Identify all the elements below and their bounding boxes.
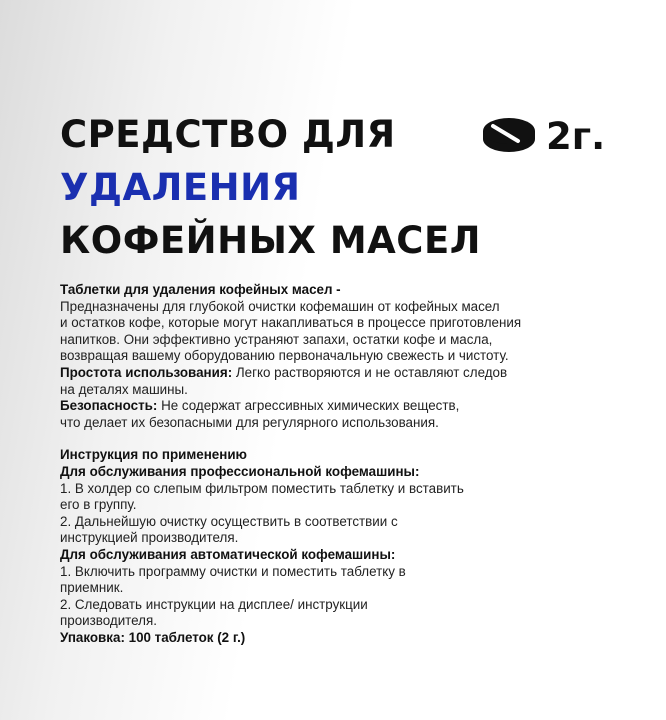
pro-machine-heading: Для обслуживания профессиональной кофемашины:	[60, 463, 420, 479]
description-line: возвращая вашему оборудованию первоначальную свежесть и чистоту.	[60, 348, 509, 364]
title-line-1: СРЕДСТВО ДЛЯ	[60, 113, 396, 156]
weight-badge	[480, 112, 605, 161]
ease-text-cont: на деталях машины.	[60, 381, 188, 397]
description-line: напитков. Они эффективно устраняют запахи, остатки кофе и масла,	[60, 331, 493, 347]
auto-step-2-cont: производителя.	[60, 613, 157, 629]
description-block	[60, 282, 620, 646]
page-title	[60, 108, 481, 267]
pro-step-2: 2. Дальнейшую очистку осуществить в соответствии с	[60, 513, 398, 529]
safety-label: Безопасность:	[60, 398, 158, 414]
safety-text: Не содержат агрессивных химических веществ,	[157, 398, 460, 414]
tablet-icon	[480, 112, 538, 161]
safety-text-cont: что делает их безопасными для регулярного использования.	[60, 414, 439, 430]
auto-step-1: 1. Включить программу очистки и поместить таблетку в	[60, 563, 406, 579]
instructions-heading: Инструкция по применению	[60, 447, 247, 463]
description-heading: Таблетки для удаления кофейных масел -	[60, 282, 341, 297]
title-line-2-accent: УДАЛЕНИЯ	[60, 166, 301, 209]
ease-text: Легко растворяются и не оставляют следов	[232, 364, 508, 380]
auto-step-1-cont: приемник.	[60, 580, 124, 596]
title-line-3: КОФЕЙНЫХ МАСЕЛ	[60, 219, 481, 262]
auto-step-2: 2. Следовать инструкции на дисплее/ инструкции	[60, 596, 368, 612]
description-line: и остатков кофе, которые могут накапливаться в процессе приготовления	[60, 315, 522, 331]
packaging-text: Упаковка: 100 таблеток (2 г.)	[60, 629, 246, 645]
pro-step-1-cont: его в группу.	[60, 497, 137, 513]
description-line: Предназначены для глубокой очистки кофемашин от кофейных масел	[60, 298, 500, 314]
ease-label: Простота использования:	[60, 364, 233, 380]
weight-label: 2г.	[546, 114, 606, 158]
pro-step-2-cont: инструкцией производителя.	[60, 530, 239, 546]
auto-machine-heading: Для обслуживания автоматической кофемашины:	[60, 546, 396, 562]
pro-step-1: 1. В холдер со слепым фильтром поместить таблетку и вставить	[60, 480, 464, 496]
